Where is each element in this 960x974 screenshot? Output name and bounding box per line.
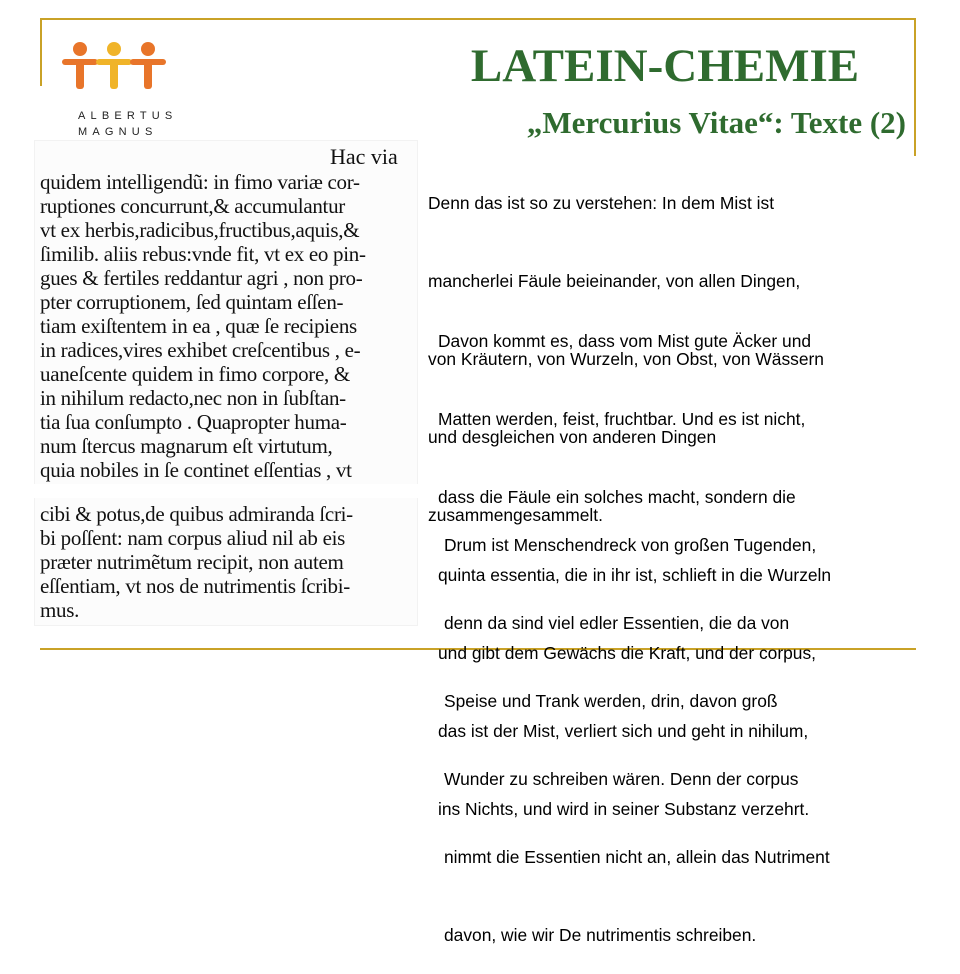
scan-line: cibi & potus,de quibus admiranda ſcri- [40, 502, 353, 526]
page-title: LATEIN-CHEMIE [470, 40, 860, 92]
scan-gap [34, 484, 418, 498]
scan-line: vt ex herbis,radicibus,fructibus,aquis,& [40, 218, 360, 242]
paragraph-line: Wunder zu schreiben wären. Denn der corpus [444, 769, 799, 789]
paragraph-line: von Kräutern, von Wurzeln, von Obst, von Wässern [428, 349, 824, 369]
top-rule [40, 18, 916, 20]
paragraph-line: mancherlei Fäule beieinander, von allen Dingen, [428, 271, 801, 291]
logo-text-line-1: ALBERTUS [78, 110, 178, 122]
scan-line: ſimilib. aliis rebus:vnde fit, vt ex eo pin- [40, 242, 366, 266]
paragraph-line: ins Nichts, und wird in seiner Substanz verzehrt. [438, 799, 810, 819]
scan-line: num ſtercus magnarum eſt virtutum, [40, 434, 333, 458]
scan-line: eſſentiam, vt nos de nutrimentis ſcribi- [40, 574, 350, 598]
paragraph-line: das ist der Mist, verliert sich und geht in nihilum, [438, 721, 809, 741]
scan-line: quidem intelligendũ: in fimo variæ cor- [40, 170, 360, 194]
paragraph-line: und desgleichen von anderen Dingen [428, 427, 717, 447]
paragraph-line: Matten werden, feist, fruchtbar. Und es ist nicht, [438, 409, 806, 429]
scan-line: uaneſcente quidem in fimo corpore, & [40, 362, 350, 386]
left-rule [40, 18, 42, 86]
scan-line: ruptiones concurrunt,& accumulantur [40, 194, 345, 218]
paragraph-line: Speise und Trank werden, drin, davon groß [444, 691, 778, 711]
paragraph-line: und gibt dem Gewächs die Kraft, und der corpus, [438, 643, 816, 663]
paragraph-line: denn da sind viel edler Essentien, die da von [444, 613, 790, 633]
school-logo [58, 38, 188, 148]
paragraph-line: quinta essentia, die in ihr ist, schlieft in die Wurzeln [438, 565, 832, 585]
scan-line: tiam exiſtentem in ea , quæ ſe recipiens [40, 314, 357, 338]
right-rule [914, 18, 916, 156]
scan-line: tia ſua conſumpto . Quapropter huma- [40, 410, 347, 434]
three-figures-logo-icon [58, 38, 188, 102]
paragraph-line: zusammengesammelt. [428, 505, 603, 525]
scan-line: quia nobiles in ſe continet eſſentias , vt [40, 458, 352, 482]
scan-line: præter nutrimẽtum recipit, non autem [40, 550, 344, 574]
paragraph-line: nimmt die Essentien nicht an, allein das Nutriment [444, 847, 830, 867]
scan-line: gues & fertiles reddantur agri , non pro- [40, 266, 363, 290]
translation-paragraph-3 [444, 480, 830, 974]
page-subtitle: „Mercurius Vitae“: Texte (2) [526, 105, 906, 140]
scan-line: in radices,vires exhibet creſcentibus , e- [40, 338, 361, 362]
logo-text-line-2: MAGNUS [78, 126, 158, 138]
paragraph-line: Davon kommt es, dass vom Mist gute Äcker und [438, 331, 812, 351]
scan-line: bi poſſent: nam corpus aliud nil ab eis [40, 526, 345, 550]
scan-line: pter corruptionem, ſed quintam eſſen- [40, 290, 344, 314]
scan-line: in nihilum redacto,nec non in ſubſtan- [40, 386, 346, 410]
scan-line: mus. [40, 598, 80, 622]
paragraph-line: dass die Fäule ein solches macht, sondern die [438, 487, 796, 507]
paragraph-line: davon, wie wir De nutrimentis schreiben. [444, 925, 757, 945]
scan-heading: Hac via [330, 144, 398, 169]
paragraph-line: Denn das ist so zu verstehen: In dem Mist ist [428, 193, 775, 213]
paragraph-line: Drum ist Menschendreck von großen Tugenden, [444, 535, 817, 555]
latin-text-scan [34, 140, 418, 626]
